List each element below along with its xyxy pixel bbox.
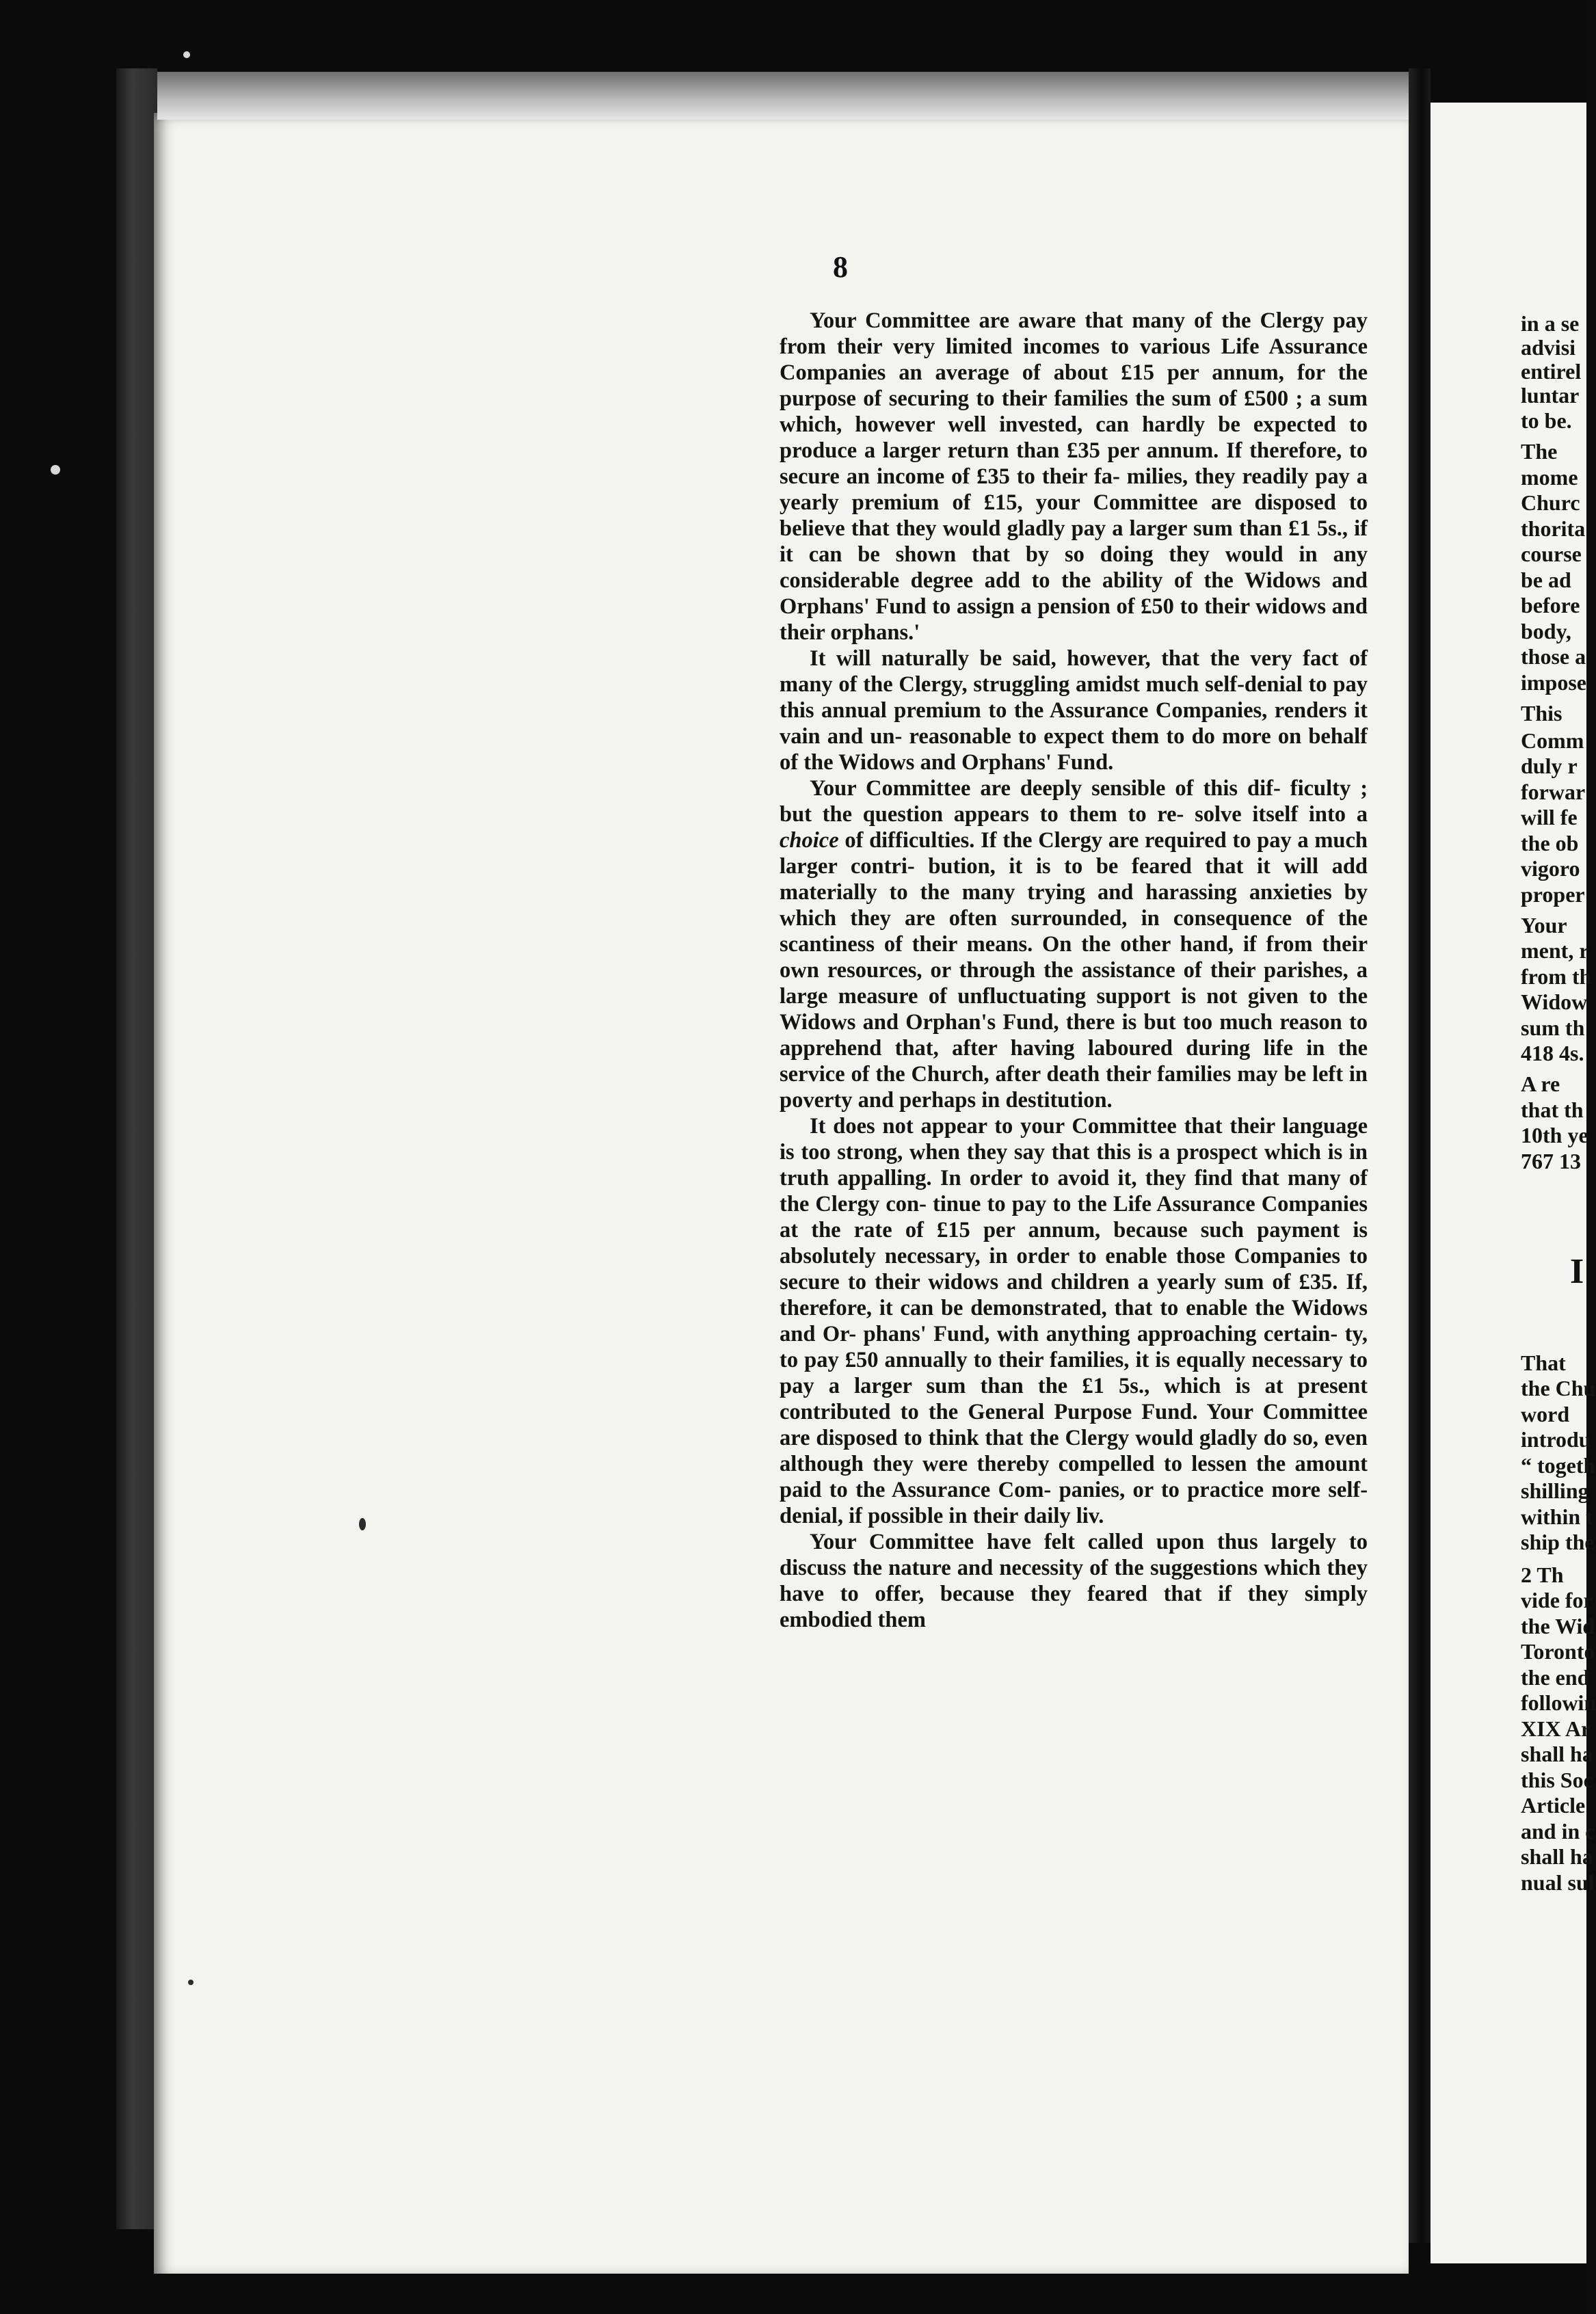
text-line: Clergy are required to pay a much larger contri- [780, 828, 1368, 879]
text-line: various Life Assurance Companies an average of [780, 334, 1368, 385]
right-page-line: from th [1521, 964, 1592, 989]
paragraph [780, 646, 1368, 775]
right-page-line: the Wid [1521, 1614, 1595, 1638]
text-line: however well invested, can hardly be expected to [855, 412, 1368, 437]
right-page-line: XIX Ar [1521, 1716, 1591, 1741]
text-line: demonstrated, that to enable the Widows and Or- [780, 1296, 1368, 1346]
right-page-line: “ togeth [1521, 1453, 1596, 1478]
paragraph [780, 308, 1368, 646]
text-line: Your Committee are aware that many of the [810, 308, 1251, 333]
right-page-line: sum th [1521, 1015, 1585, 1040]
right-page-line: 767 13 [1521, 1149, 1581, 1173]
text-line: milies, they readily pay a yearly premium of [780, 464, 1368, 515]
scan-speck [51, 465, 60, 475]
page-top-edge [157, 72, 1409, 120]
page-gutter [1409, 68, 1431, 2243]
text-line: they would gladly pay a larger sum than £1 5s., [895, 516, 1348, 541]
right-page-line: This [1521, 701, 1562, 726]
right-page-line: shilling [1521, 1478, 1589, 1503]
right-page-line: 10th ye [1521, 1123, 1588, 1147]
text-line: much self-denial to pay this annual premium to [780, 672, 1368, 723]
text-line: equally necessary to pay a larger sum than the [780, 1348, 1368, 1398]
text-line: and Orphan's Fund, there is but too much reason [862, 1010, 1342, 1035]
text-line: so, even although they were thereby compelled [780, 1426, 1368, 1476]
text-line: panies, or to practice more self-denial, if possible [780, 1478, 1368, 1528]
text-line: the Assurance Companies, renders it vain and un- [780, 698, 1368, 749]
right-page-line: impose [1521, 670, 1586, 695]
text-line: any considerable degree add to the ability of the [780, 542, 1368, 593]
right-page-line: A re [1521, 1072, 1560, 1096]
text-line: language is too strong, when they say that this is [780, 1114, 1368, 1165]
text-line: reasonable to expect them to do more on behalf of [780, 724, 1368, 775]
scan-speck [359, 1518, 366, 1530]
right-page-line: this Soc [1521, 1768, 1593, 1792]
main-text-column [780, 308, 1368, 1633]
text-line: Your Committee have felt called upon thus [810, 1530, 1258, 1554]
text-line: produce a larger return than £35 per annum. If [780, 438, 1242, 463]
right-page-line: vide for [1521, 1588, 1593, 1612]
text-line: It does not appear to your Committee that their [810, 1114, 1275, 1139]
text-line: the rate of £15 per annum, because such payment [811, 1218, 1340, 1242]
text-line: bution, it is to be feared that it will add materially [780, 854, 1368, 905]
text-line: assistance of their parishes, a large measure of [780, 958, 1368, 1009]
right-page-line: and in c [1521, 1819, 1595, 1844]
text-line: hand, if from their own resources, or through the [780, 932, 1368, 983]
right-page-line: vigoro [1521, 856, 1580, 881]
right-page-line: will fe [1521, 805, 1578, 829]
right-page-line: ship the [1521, 1530, 1595, 1554]
scan-speck [183, 51, 190, 58]
scan-speck [188, 1980, 194, 1985]
text-line: destitution. [1005, 1088, 1113, 1113]
right-page-line: shall ha [1521, 1844, 1593, 1869]
right-page-line: nual sul [1521, 1870, 1595, 1895]
right-page-line: body, [1521, 619, 1571, 643]
text-line: Widows and Orphans' Fund to assign a pension [780, 568, 1368, 619]
right-page-line: luntar [1521, 383, 1580, 408]
text-line: if it can be shown that by so doing they would in [780, 516, 1368, 567]
text-line: £15, your Committee are disposed to believe that [780, 490, 1368, 541]
page-number: 8 [833, 250, 848, 284]
right-page-line: Widow [1521, 989, 1588, 1014]
text-line: therefore, to secure an income of £35 to their fa- [780, 438, 1368, 489]
right-page-line: the ob [1521, 831, 1579, 855]
italic-word: choice [780, 828, 839, 853]
text-line: about £15 per annum, for the purpose of securing [780, 360, 1368, 411]
right-page-line: Churc [1521, 490, 1580, 515]
right-page-line: to be. [1521, 408, 1572, 433]
text-line: ficulty ; but the question appears to them to re- [780, 776, 1368, 827]
right-page-line: Toronto [1521, 1639, 1595, 1664]
right-page-line: within t [1521, 1504, 1593, 1529]
right-page-line: that th [1521, 1098, 1584, 1122]
text-line: is absolutely necessary, in order to enable those [780, 1218, 1368, 1268]
text-line: in their daily liv. [948, 1504, 1104, 1528]
text-line: Clergy pay from their very limited incomes to [780, 308, 1368, 359]
text-line: which they are often surrounded, in consequence [780, 906, 1292, 931]
text-line: General Purpose Fund. Your Committee are [780, 1400, 1368, 1450]
right-page-line: forwar [1521, 780, 1586, 804]
right-page-line: thorita [1521, 516, 1586, 541]
text-line: a yearly sum of £35. If, therefore, it can be [780, 1270, 1368, 1320]
right-page-line: followin [1521, 1690, 1596, 1715]
right-page-line: the Chu [1521, 1376, 1596, 1400]
text-line: Companies to secure to their widows and children [780, 1244, 1368, 1294]
text-line: suggestions which they have to offer, because [780, 1556, 1368, 1606]
text-line: to the many trying and harassing anxieties by [889, 880, 1368, 905]
text-line: to lessen the amount paid to the Assurance Com- [780, 1452, 1368, 1502]
right-page-line: in a se [1521, 311, 1580, 336]
right-page-line: mome [1521, 465, 1578, 490]
right-page-line: be ad [1521, 568, 1571, 592]
right-page-line: word [1521, 1402, 1570, 1426]
text-line: the Widows and Orphans' Fund. [803, 750, 1114, 775]
text-line: unfluctuating support is not given to the Widows [780, 984, 1368, 1035]
text-line: families may be left in poverty and perhaps in [780, 1062, 1368, 1113]
right-page-line: That [1521, 1351, 1566, 1375]
right-page-line: duly r [1521, 754, 1578, 778]
right-page-line: the end [1521, 1665, 1590, 1690]
right-page-heading: I [1570, 1252, 1584, 1291]
text-line: they feared that if they simply embodied them [780, 1582, 1368, 1632]
right-page-line: Your [1521, 913, 1567, 937]
text-line: to their families the sum of £500 ; a sum which, [780, 386, 1368, 437]
text-line: It will naturally be said, however, that the [810, 646, 1240, 671]
right-page-line: ment, r [1521, 938, 1589, 963]
paragraph [780, 1529, 1368, 1633]
text-line: tinue to pay to the Life Assurance Companies at [780, 1192, 1368, 1242]
right-page-line: 2 Th [1521, 1562, 1564, 1587]
right-page-line: Article [1521, 1793, 1586, 1818]
right-page-line: those a [1521, 644, 1586, 669]
book-binding [116, 68, 157, 2229]
text-line: phans' Fund, with anything approaching certain- [863, 1322, 1338, 1346]
paragraph [780, 1113, 1368, 1529]
text-line: of £50 to their widows and their orphans.' [780, 594, 1368, 645]
text-line: largely to discuss the nature and necessity of the [780, 1530, 1368, 1580]
text-line: very fact of many of the Clergy, struggling amidst [780, 646, 1368, 697]
right-page-line: shall ha [1521, 1742, 1593, 1766]
right-page-line: before [1521, 593, 1580, 617]
text-line: disposed to think that the Clergy would gladly do [816, 1426, 1288, 1450]
right-page-line: advisi [1521, 335, 1576, 360]
text-line: to avoid it, they find that many of the Clergy con- [780, 1166, 1368, 1216]
right-page-line: The [1521, 439, 1558, 464]
text-line: £1 5s., which is at present contributed to the [780, 1374, 1368, 1424]
text-line: Your Committee are deeply sensible of this dif- [810, 776, 1281, 801]
right-page-line: Comm [1521, 728, 1584, 753]
text-line: a prospect which is in truth appalling. In order [780, 1140, 1368, 1191]
right-page-line: entirel [1521, 359, 1582, 384]
right-page-line: proper [1521, 882, 1585, 907]
text-line: of the scantiness of their means. On the other [780, 906, 1368, 957]
right-page-line: course [1521, 542, 1582, 566]
text-line: solve itself into a [1195, 802, 1368, 827]
right-page-line: introdu [1521, 1427, 1591, 1452]
text-line: to apprehend that, after having laboured during [780, 1010, 1368, 1061]
paragraph [780, 775, 1368, 1113]
right-page-line: 418 4s. [1521, 1041, 1584, 1065]
text-line: of difficulties. If the [844, 828, 1033, 853]
text-line: life in the service of the Church, after death their [780, 1036, 1368, 1087]
text-line: ty, to pay £50 annually to their families, it is [780, 1322, 1368, 1372]
